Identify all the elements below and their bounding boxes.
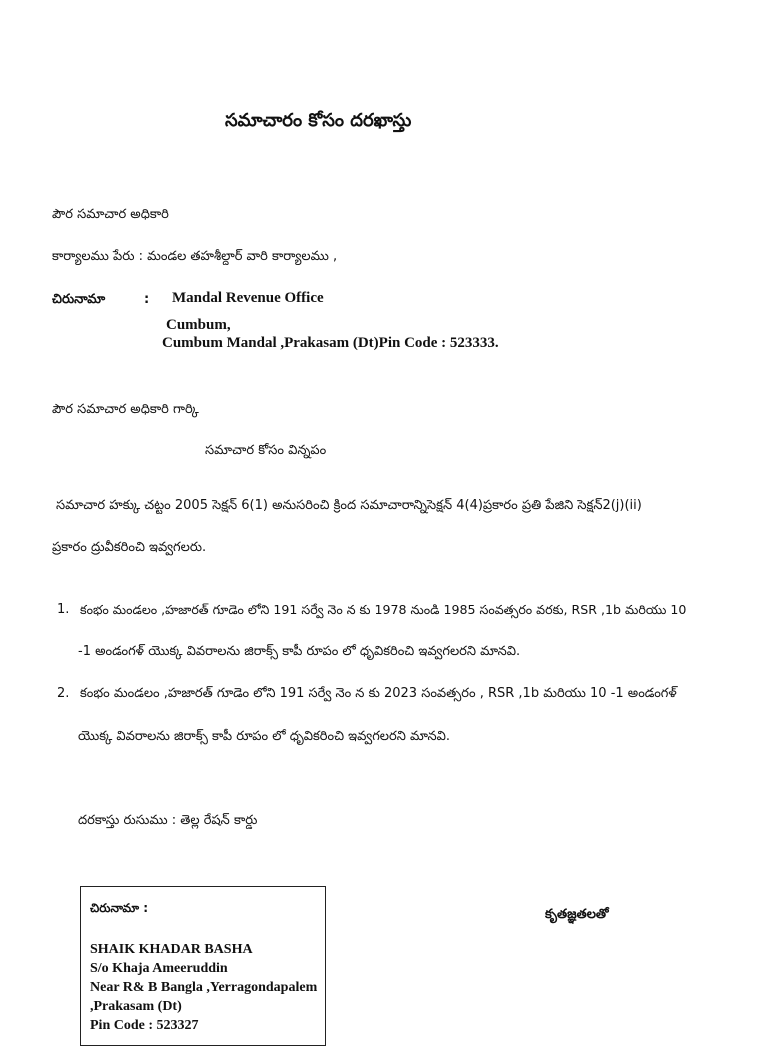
body-line-2: ప్రకారం ద్రువీకరించి ఇవ్వగలరు.: [52, 540, 207, 555]
sender-label: చిరునామా :: [90, 901, 149, 915]
sender-address-2: ,Prakasam (Dt): [90, 999, 182, 1014]
list-item-number: 2.: [57, 686, 70, 701]
sender-relation: S/o Khaja Ameeruddin: [90, 961, 228, 976]
address-line-1: Cumbum,: [166, 317, 231, 333]
address-line-2: Cumbum Mandal ,Prakasam (Dt)Pin Code : 523333.: [162, 335, 499, 351]
sender-name: SHAIK KHADAR BASHA: [90, 942, 253, 957]
officer-label: పౌర సమాచార అధికారి: [52, 207, 169, 222]
closing-text: కృతజ్ఞతలతో: [545, 907, 609, 922]
document-title: సమాచారం కోసం దరఖాస్తు: [225, 110, 412, 131]
address-label: చిరునామా: [52, 292, 106, 307]
office-name-line: కార్యాలము పేరు : మండల తహశీల్దార్ వారి కార్యాలము ,: [52, 249, 338, 264]
sender-pin: Pin Code : 523327: [90, 1018, 199, 1033]
sender-address-1: Near R& B Bangla ,Yerragondapalem: [90, 980, 318, 995]
address-colon: :: [144, 292, 150, 307]
list-item-number: 1.: [57, 602, 70, 617]
list-item-line-1: కంభం మండలం ,హజారత్ గూడెం లోని 191 సర్వే నెం న కు 2023 సంవత్సరం , RSR ,1b మరియు 10 -1 అండంగళ్: [80, 686, 677, 701]
body-line-1: సమాచార హక్కు చట్టం 2005 సెక్షన్ 6(1) అనుసరించి క్రింద సమాచారాన్నిసెక్షన్ 4(4)ప్రకారం ప్రతి పేజిని సెక్షన్2(j)(ii): [56, 498, 642, 513]
list-item-line-1: కంభం మండలం ,హజారత్ గూడెం లోని 191 సర్వే నెం న కు 1978 నుండి 1985 సంవత్సరం వరకు, RSR ,1b మరియు 10: [80, 602, 687, 617]
sender-address-box: [80, 886, 326, 1046]
salutation: పౌర సమాచార అధికారి గార్కి: [52, 402, 199, 417]
list-item-line-2: యొక్క వివరాలను జిరాక్స్ కాపీ రూపం లో ధృవికరించి ఇవ్వగలరని మానవి.: [78, 729, 450, 744]
list-item-line-2: -1 అండంగళ్ యొక్క వివరాలను జిరాక్స్ కాపీ రూపం లో ధృవికరించి ఇవ్వగలరని మానవి.: [78, 644, 521, 659]
subject-line: సమాచార కోసం విన్నపం: [205, 443, 327, 458]
fee-line: దరకాస్తు రుసుము : తెల్ల రేషన్ కార్డు: [78, 813, 258, 828]
address-office: Mandal Revenue Office: [172, 290, 324, 306]
